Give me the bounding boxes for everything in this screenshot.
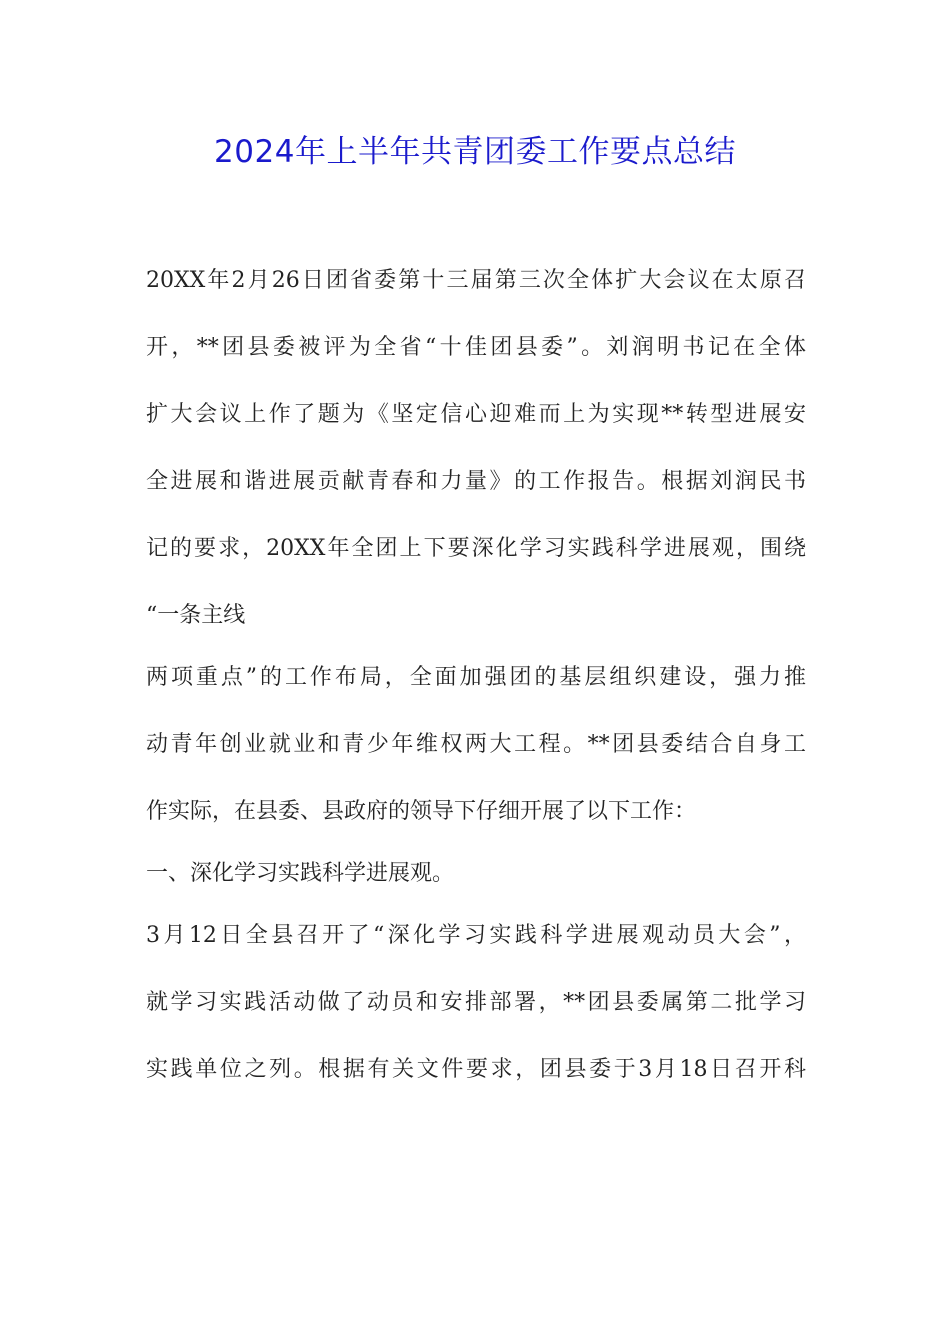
- body-line-8: 动青年创业就业和青少年维权两大工程。**团县委结合自身工: [146, 732, 806, 757]
- body-line-5: 记的要求，20XX年全团上下要深化学习实践科学进展观，围绕: [146, 536, 806, 561]
- section-heading-1: 一、深化学习实践科学进展观。: [146, 861, 455, 886]
- document-body: [146, 268, 806, 1124]
- body-line-7: 两项重点”的工作布局，全面加强团的基层组织建设，强力推: [146, 665, 806, 690]
- document-title: 2024年上半年共青团委工作要点总结: [214, 134, 736, 170]
- body-line-13: 实践单位之列。根据有关文件要求，团县委于3月18日召开科: [146, 1057, 806, 1082]
- body-line-9: 作实际，在县委、县政府的领导下仔细开展了以下工作：: [146, 799, 697, 824]
- body-line-12: 就学习实践活动做了动员和安排部署，**团县委属第二批学习: [146, 990, 806, 1015]
- body-line-4: 全进展和谐进展贡献青春和力量》的工作报告。根据刘润民书: [146, 469, 806, 494]
- body-line-3: 扩大会议上作了题为《坚定信心迎难而上为实现**转型进展安: [146, 402, 806, 427]
- body-line-6: “一条主线: [146, 603, 246, 628]
- body-line-2: 开，**团县委被评为全省“十佳团县委”。刘润明书记在全体: [146, 335, 806, 360]
- body-line-1: 20XX年2月26日团省委第十三届第三次全体扩大会议在太原召: [146, 268, 806, 293]
- body-line-11: 3月12日全县召开了“深化学习实践科学进展观动员大会”，: [146, 923, 806, 948]
